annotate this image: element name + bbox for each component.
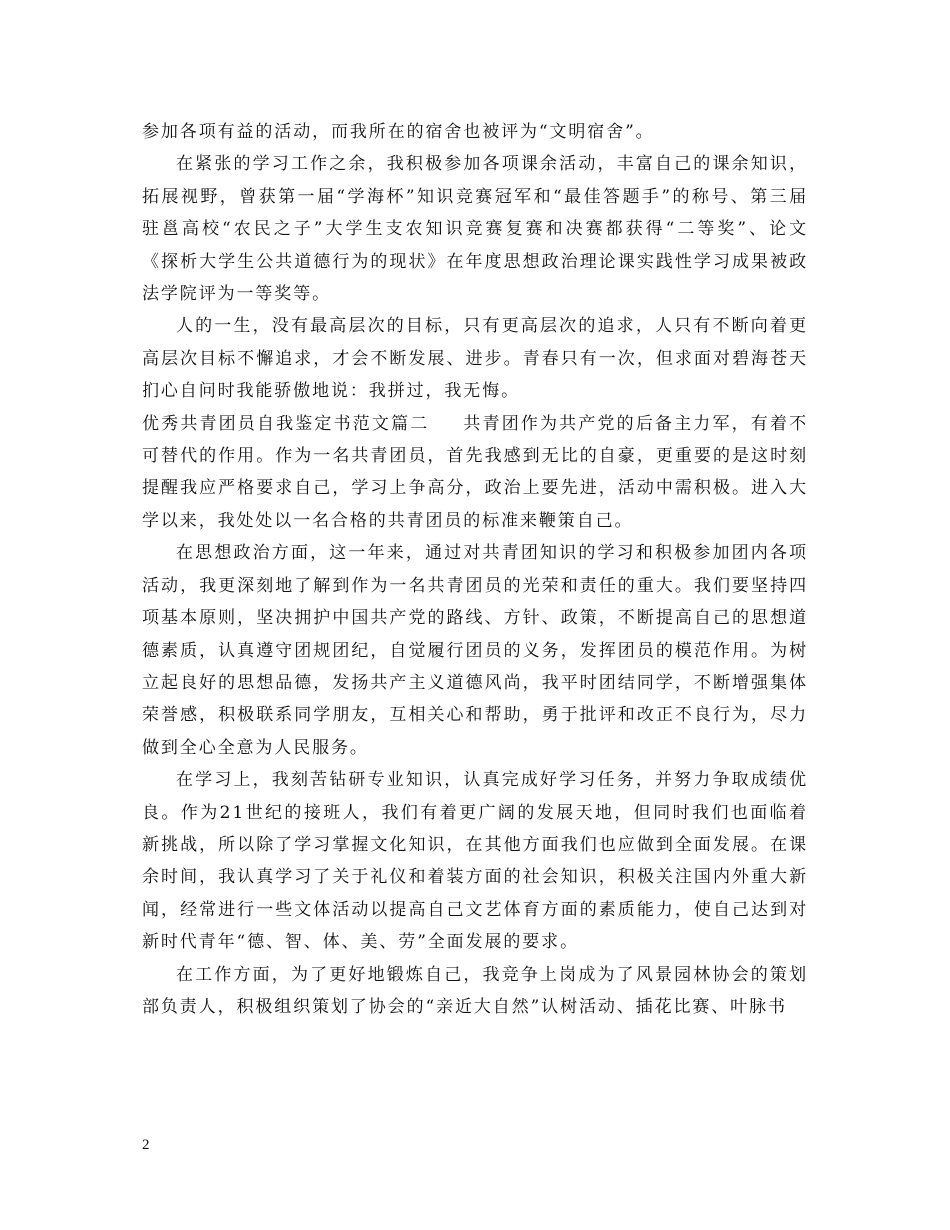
paragraph-6: 在学习上，我刻苦钻研专业知识，认真完成好学习任务，并努力争取成绩优良。作为21世纪的接班人，我们有着更广阔的发展天地，但同时我们也面临着新挑战，所以除了学习掌握文化知识，在其他方面我们也应做到全面发展。在课余时间，我认真学习了关于礼仪和着装方面的社会知识，积极关注国内外重大新闻，经常进行一些文体活动以提高自己文艺体育方面的素质能力，使自己达到对新时代青年“德、智、体、美、劳”全面发展的要求。 xyxy=(142,770,808,953)
paragraph-1: 参加各项有益的活动，而我所在的宿舍也被评为“文明宿舍”。 xyxy=(142,122,655,142)
document-body xyxy=(142,116,808,1023)
section-heading-paragraph xyxy=(142,408,808,538)
paragraph-3: 人的一生，没有最高层次的目标，只有更高层次的追求，人只有不断向着更高层次目标不懈追求，才会不断发展、进步。青春只有一次，但求面对碧海苍天扪心自问时我能骄傲地说：我拼过，我无悔。 xyxy=(142,316,808,402)
page-number: 2 xyxy=(142,1137,150,1153)
section-intro-text: 共青团作为共产党的后备主力军，有着不可替代的作用。作为一名共青团员，首先我感到无比的自豪，更重要的是这时刻提醒我应严格要求自己，学习上争高分，政治上要先进，活动中需积极。进入大学以来，我处处以一名合格的共青团员的标准来鞭策自己。 xyxy=(142,413,808,531)
section-title: 优秀共青团员自我鉴定书范文篇二 xyxy=(142,413,430,434)
paragraph-5: 在思想政治方面，这一年来，通过对共青团知识的学习和积极参加团内各项活动，我更深刻地了解到作为一名共青团员的光荣和责任的重大。我们要坚持四项基本原则，坚决拥护中国共产党的路线、方针、政策，不断提高自己的思想道德素质，认真遵守团规团纪，自觉履行团员的义务，发挥团员的模范作用。为树立起良好的思想品德，发扬共产主义道德风尚，我平时团结同学，不断增强集体荣誉感，积极联系同学朋友，互相关心和帮助，勇于批评和改正不良行为，尽力做到全心全意为人民服务。 xyxy=(142,543,808,758)
paragraph-2: 在紧张的学习工作之余，我积极参加各项课余活动，丰富自己的课余知识，拓展视野，曾获第一届“学海杯”知识竞赛冠军和“最佳答题手”的称号、第三届驻邕高校“农民之子”大学生支农知识竞赛复赛和决赛都获得“二等奖”、论文《探析大学生公共道德行为的现状》在年度思想政治理论课实践性学习成果被政法学院评为一等奖等。 xyxy=(142,154,808,305)
paragraph-7: 在工作方面，为了更好地锻炼自己，我竞争上岗成为了风景园林协会的策划部负责人，积极组织策划了协会的“亲近大自然”认树活动、插花比赛、叶脉书 xyxy=(142,964,808,1017)
